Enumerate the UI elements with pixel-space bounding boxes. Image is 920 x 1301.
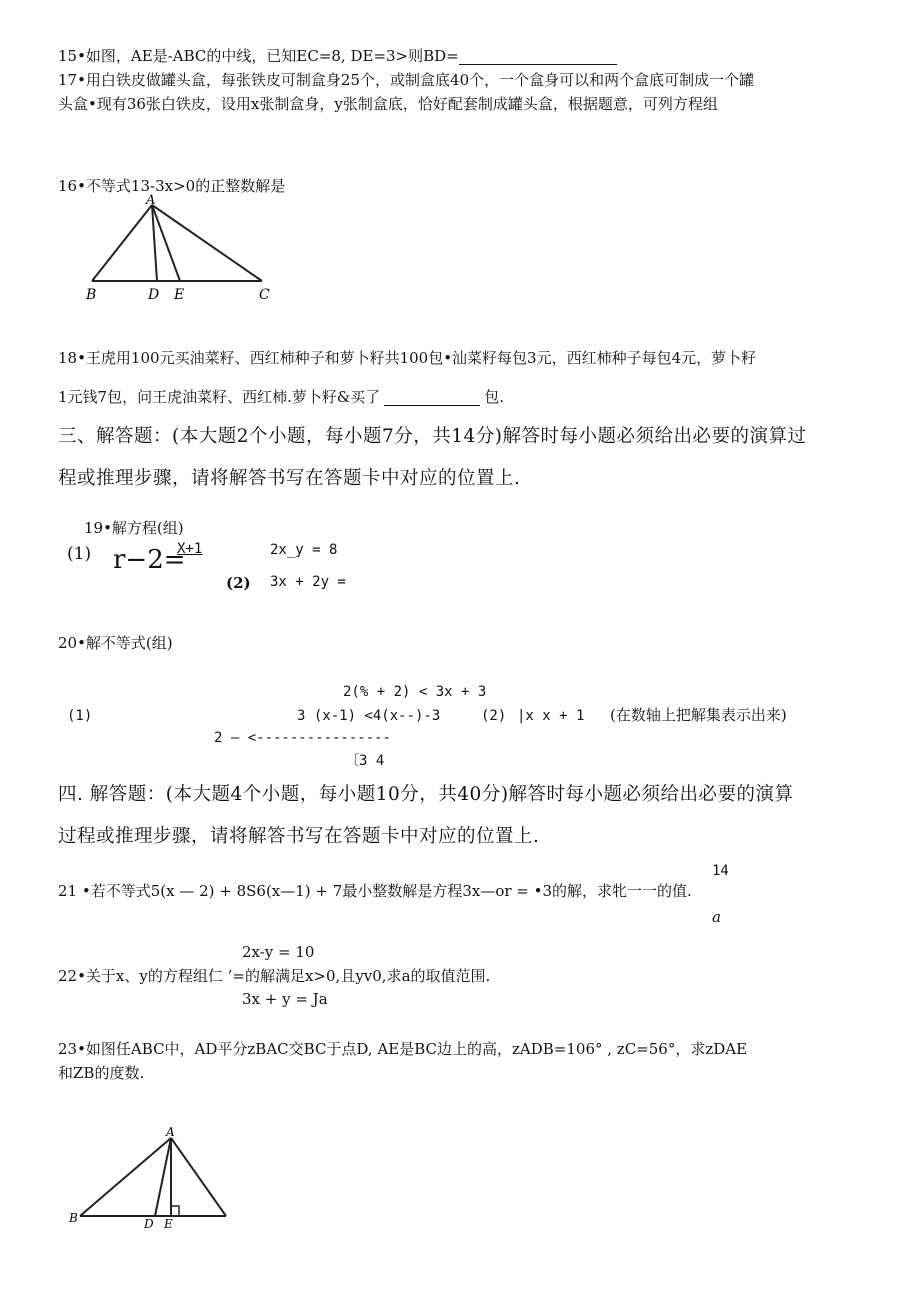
q20-inequality-line-b: 3 (x-1) <4(x--)-3	[297, 708, 441, 724]
label-d: D	[144, 1217, 154, 1231]
q16-text: 16•不等式13-3x>0的正整数解是	[58, 177, 286, 195]
q23-line1: 23•如图任ABC中，AD平分zBAC交BC于点D, AE是BC边上的高，zADB=106° , zC=56°，求zDAE	[58, 1040, 748, 1058]
q19-title: 19•解方程(组)	[84, 519, 184, 537]
q20-inequality-line-a: 2(% + 2) < 3x + 3	[343, 684, 487, 700]
q15-text: 15•如图，AE是-ABC的中线，已知EC=8, DE=3>则BD=	[58, 49, 617, 65]
section3-heading-line2: 程或推理步骤，请将解答书写在答题卡中对应的位置上.	[58, 468, 521, 489]
q18-answer-blank	[384, 390, 480, 406]
section3-heading-line1: 三、解答题：(本大题2个小题，每小题7分，共14分)解答时每小题必须给出必要的演算过	[58, 426, 807, 447]
q22-text: 22•关于x、y的方程组仁 ’=的解满足x>0,且yv0,求a的取值范围.	[58, 967, 491, 985]
q19-part1-lhs: r−2=	[113, 545, 186, 575]
q15-answer-blank	[459, 49, 617, 65]
label-b: B	[69, 1211, 78, 1225]
q20-inequality-line-c: |x x + 1	[517, 708, 585, 724]
q19-part1-label: (1)	[67, 544, 92, 564]
q19-equation-1: 2x_y = 8	[270, 542, 338, 558]
q19-part2-label: (2)	[226, 574, 251, 592]
q21-fraction-denominator: a	[712, 908, 721, 926]
triangle-figure-2	[60, 1120, 240, 1232]
q19-equation-2: 3x + 2y =	[270, 574, 346, 590]
q17-line2: 头盒•现有36张白铁皮，设用x张制盒身，y张制盒底，恰好配套制成罐头盒，根据题意，可列方程组	[58, 95, 718, 113]
label-a: A	[166, 1125, 175, 1139]
q19-part1-fraction: X+1	[177, 541, 203, 557]
q22-equation-2: 3x + y = Ja	[242, 990, 328, 1008]
q20-note: (在数轴上把解集表示出来)	[610, 706, 787, 724]
right-angle-mark	[171, 1206, 179, 1216]
q20-inequality-line-e: 〔3 4	[345, 753, 385, 769]
section4-heading-line1: 四. 解答题：(本大题4个小题，每小题10分，共40分)解答时每小题必须给出必要的演算	[58, 784, 794, 805]
q23-line2: 和ZB的度数.	[58, 1064, 145, 1082]
q22-equation-1: 2x-y = 10	[242, 943, 315, 961]
q21-text: 21 •若不等式5(x — 2) + 8S6(x—1) + 7最小整数解是方程3x—or = •3的解，求牝一一的值.	[58, 882, 692, 900]
q20-part1-label: (1)	[67, 708, 93, 724]
label-d: D	[148, 287, 160, 303]
label-e: E	[164, 1217, 173, 1231]
q21-fraction-numerator: 14	[712, 863, 729, 879]
q18-line2: 1元钱7包，问王虎油菜籽、西红柿.萝卜籽&买了 包.	[58, 388, 504, 406]
q20-title: 20•解不等式(组)	[58, 634, 173, 652]
triangle-figure-1	[80, 193, 280, 305]
label-e: E	[174, 287, 185, 303]
side-ab	[92, 205, 152, 281]
label-a: A	[146, 193, 156, 208]
side-ac	[152, 205, 262, 281]
q18-line1: 18•王虎用100元买油菜籽、西红柿种子和萝卜籽共100包•汕菜籽每包3元，西红柿种子每包4元，萝卜籽	[58, 349, 757, 367]
label-c: C	[259, 287, 270, 303]
q20-inequality-line-d: 2 — <----------------	[214, 730, 392, 746]
section4-heading-line2: 过程或推理步骤，请将解答书写在答题卡中对应的位置上.	[58, 826, 540, 847]
q17-line1: 17•用白铁皮做罐头盒，每张铁皮可制盒身25个，或制盒底40个，一个盒身可以和两个盒底可制成一个罐	[58, 71, 755, 89]
label-b: B	[86, 287, 97, 303]
side-ac	[171, 1138, 226, 1216]
q20-part2-label: (2)	[481, 708, 507, 724]
